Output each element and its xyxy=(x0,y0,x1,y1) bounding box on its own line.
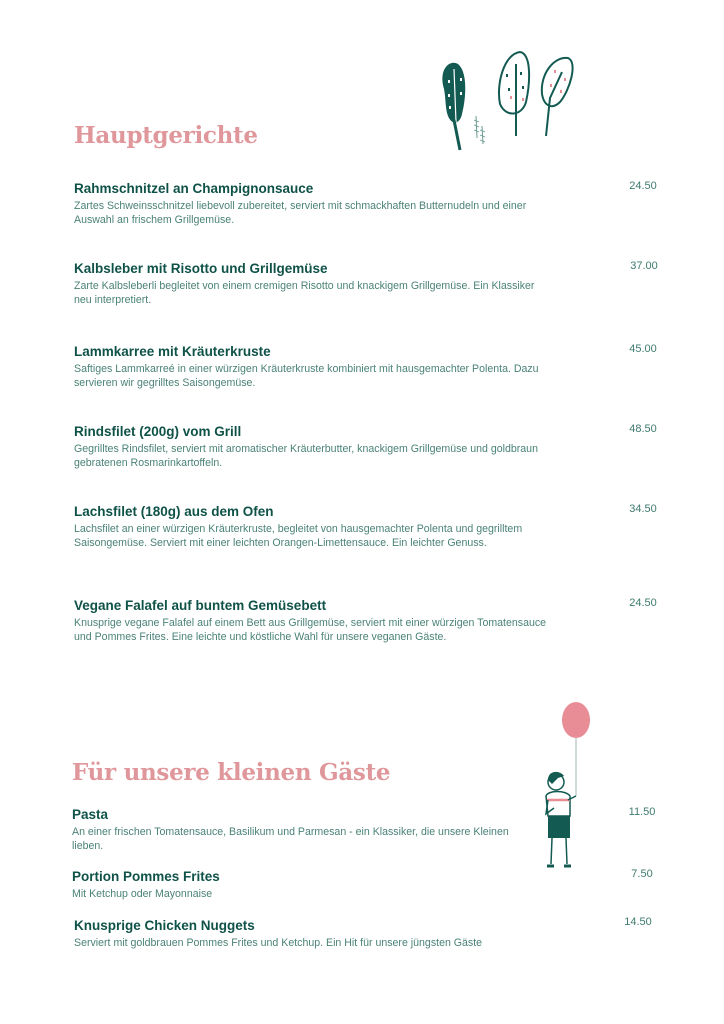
item-price: 45.00 xyxy=(629,343,657,355)
item-name: Vegane Falafel auf buntem Gemüsebett xyxy=(74,598,327,613)
item-description: Zarte Kalbsleberli begleitet von einem cremigen Risotto und knackigem Grillgemüse. Ein Klassiker neu interpretiert. xyxy=(74,280,535,306)
item-price: 34.50 xyxy=(629,503,657,515)
item-price: 24.50 xyxy=(629,597,657,609)
item-description: Saftiges Lammkarreé in einer würzigen Kräuterkruste kombiniert mit hausgemachter Polenta. Dazu servieren wir gegrilltes Saisongemüse. xyxy=(74,363,539,389)
item-price: 7.50 xyxy=(631,868,653,880)
menu-item xyxy=(74,917,554,950)
menu-item xyxy=(74,597,554,644)
item-name: Kalbsleber mit Risotto und Grillgemüse xyxy=(74,261,328,276)
item-name: Portion Pommes Frites xyxy=(72,869,220,884)
menu-item xyxy=(74,180,554,227)
menu-item xyxy=(72,806,552,853)
leaves-illustration-icon xyxy=(436,44,586,154)
menu-item xyxy=(74,503,554,550)
item-description: Knusprige vegane Falafel auf einem Bett aus Grillgemüse, serviert mit einer würzigen Tomatensauce und Pommes Frites. Eine leichte und köstliche Wahl für unsere veganen Gäste. xyxy=(74,617,547,643)
item-name: Knusprige Chicken Nuggets xyxy=(74,918,255,933)
section-title-hauptgerichte: Hauptgerichte xyxy=(74,122,258,149)
menu-item xyxy=(74,260,554,307)
section-title-kinder: Für unsere kleinen Gäste xyxy=(72,759,391,786)
item-description: An einer frischen Tomatensauce, Basilikum und Parmesan - ein Klassiker, die unsere Kleinen lieben. xyxy=(72,826,509,852)
item-price: 48.50 xyxy=(629,423,657,435)
item-name: Lammkarree mit Kräuterkruste xyxy=(74,344,271,359)
menu-item xyxy=(74,343,554,390)
item-name: Rahmschnitzel an Champignonsauce xyxy=(74,181,314,196)
item-description: Serviert mit goldbrauen Pommes Frites und Ketchup. Ein Hit für unsere jüngsten Gäste xyxy=(74,937,483,949)
item-price: 14.50 xyxy=(624,916,652,928)
item-price: 24.50 xyxy=(629,180,657,192)
item-name: Lachsfilet (180g) aus dem Ofen xyxy=(74,504,274,519)
item-price: 11.50 xyxy=(628,806,656,818)
menu-item xyxy=(74,423,554,470)
item-name: Rindsfilet (200g) vom Grill xyxy=(74,424,242,439)
item-name: Pasta xyxy=(72,807,109,822)
item-description: Mit Ketchup oder Mayonnaise xyxy=(72,888,213,900)
menu-item xyxy=(72,868,552,901)
item-description: Gegrilltes Rindsfilet, serviert mit aromatischer Kräuterbutter, knackigem Grillgemüse und goldbraun gebratenen Rosmarinkartoffeln. xyxy=(74,443,538,469)
item-description: Lachsfilet an einer würzigen Kräuterkruste, begleitet von hausgemachter Polenta und gegrilltem Saisongemüse. Serviert mit einer leichten Orangen-Limettensauce. Ein leichter Genuss. xyxy=(74,523,523,549)
item-description: Zartes Schweinsschnitzel liebevoll zubereitet, serviert mit schmackhaften Butternudeln und einer Auswahl an frischem Grillgemüse. xyxy=(74,200,527,226)
item-price: 37.00 xyxy=(630,260,658,272)
